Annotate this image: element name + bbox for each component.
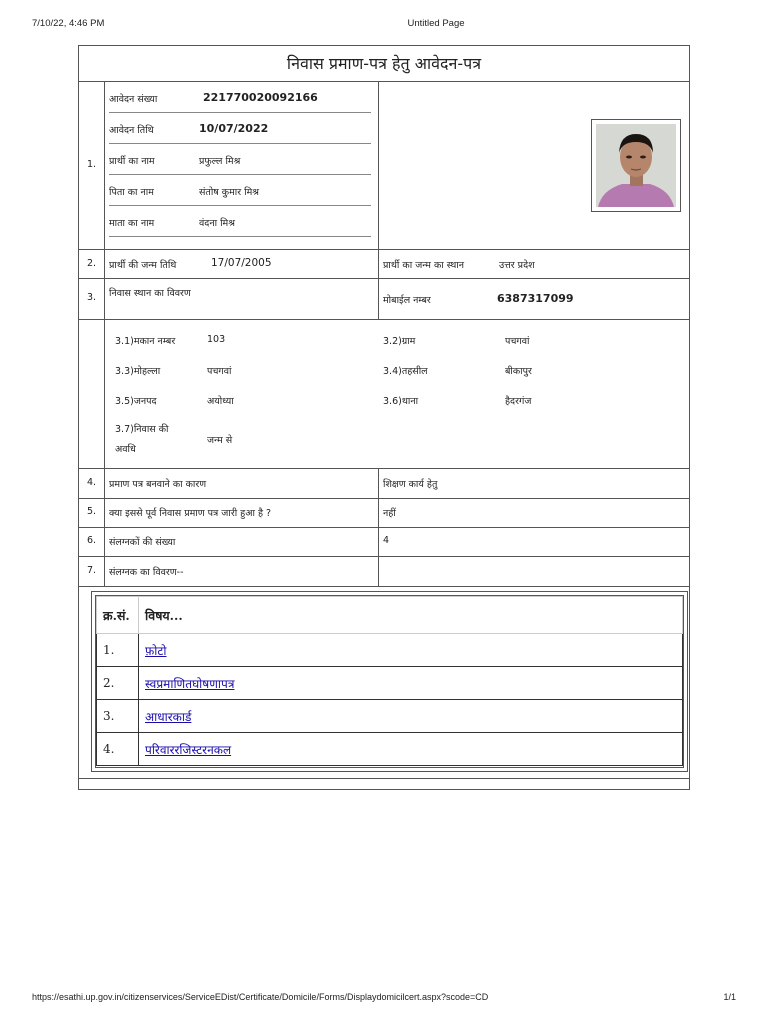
residence-duration-label-cont: अवधि bbox=[115, 444, 136, 455]
certificate-reason-value: शिक्षण कार्य हेतु bbox=[383, 479, 438, 490]
attachment-count-label: संलग्नकों की संख्या bbox=[109, 537, 176, 548]
residence-details-label: निवास स्थान का विवरण bbox=[109, 288, 191, 299]
attachment-link-photo[interactable]: फ़ोटो bbox=[145, 643, 167, 658]
tehsil-label: 3.4)तहसील bbox=[383, 366, 428, 377]
attachment-serial: 2. bbox=[97, 667, 139, 700]
column-header-serial: क्र.सं. bbox=[97, 597, 139, 634]
attachment-count-value: 4 bbox=[383, 535, 390, 546]
application-date: 10/07/2022 bbox=[199, 122, 269, 135]
police-station-value: हैदरगंज bbox=[505, 396, 532, 407]
divider bbox=[79, 278, 689, 279]
applicant-name: प्रफुल्ल मिश्र bbox=[199, 156, 241, 167]
attachment-link-family-register[interactable]: परिवाररजिस्टरनकल bbox=[145, 742, 232, 757]
district-label: 3.5)जनपद bbox=[115, 396, 157, 407]
divider bbox=[109, 174, 371, 175]
print-page-title: Untitled Page bbox=[407, 18, 465, 29]
divider bbox=[378, 468, 379, 586]
previous-certificate-label: क्या इससे पूर्व निवास प्रमाण पत्र जारी हुआ है ? bbox=[109, 508, 272, 519]
divider bbox=[104, 82, 105, 586]
mobile-label: मोबाईल नम्बर bbox=[383, 295, 431, 306]
attachment-serial: 3. bbox=[97, 700, 139, 733]
print-datetime: 7/10/22, 4:46 PM bbox=[32, 18, 105, 29]
mohalla-label: 3.3)मोहल्ला bbox=[115, 366, 161, 377]
application-date-label: आवेदन तिथि bbox=[109, 125, 154, 136]
applicant-name-label: प्रार्थी का नाम bbox=[109, 156, 155, 167]
divider bbox=[109, 205, 371, 206]
divider bbox=[79, 249, 689, 250]
mohalla-value: पचगवां bbox=[207, 366, 232, 377]
village-value: पचगवां bbox=[505, 336, 530, 347]
police-station-label: 3.6)थाना bbox=[383, 396, 419, 407]
row-number: 1. bbox=[87, 159, 97, 170]
table-header-row bbox=[97, 597, 683, 634]
application-number: 221770020092166 bbox=[203, 91, 318, 104]
applicant-photo-image bbox=[596, 124, 676, 207]
applicant-photo bbox=[596, 124, 676, 207]
dob-value: 17/07/2005 bbox=[211, 257, 272, 269]
divider bbox=[79, 556, 689, 557]
attachment-serial: 1. bbox=[97, 634, 139, 667]
father-name: संतोष कुमार मिश्र bbox=[199, 187, 260, 198]
district-value: अयोध्या bbox=[207, 396, 234, 407]
divider bbox=[79, 778, 689, 779]
mobile-value: 6387317099 bbox=[497, 292, 574, 305]
divider bbox=[378, 82, 379, 319]
mother-name-label: माता का नाम bbox=[109, 218, 155, 229]
table-row bbox=[97, 667, 683, 700]
father-name-label: पिता का नाम bbox=[109, 187, 154, 198]
form-title: निवास प्रमाण-पत्र हेतु आवेदन-पत्र bbox=[79, 46, 689, 82]
birthplace-label: प्रार्थी का जन्म का स्थान bbox=[383, 260, 465, 271]
attachment-link-aadhaar[interactable]: आधारकार्ड bbox=[145, 709, 192, 724]
attachments-panel-inner bbox=[95, 595, 684, 768]
row-number: 3. bbox=[87, 292, 97, 303]
attachment-cell bbox=[139, 667, 683, 700]
row-number: 2. bbox=[87, 258, 97, 269]
divider bbox=[79, 468, 689, 469]
attachment-details-label: संलग्नक का विवरण-- bbox=[109, 567, 184, 578]
table-row bbox=[97, 634, 683, 667]
attachment-cell bbox=[139, 634, 683, 667]
row-number: 5. bbox=[87, 506, 97, 517]
residence-duration-label: 3.7)निवास की bbox=[115, 424, 169, 435]
table-row bbox=[97, 700, 683, 733]
tehsil-value: बीकापुर bbox=[505, 366, 532, 377]
attachment-link-self-declaration[interactable]: स्वप्रमाणितघोषणापत्र bbox=[145, 676, 235, 691]
row-number: 6. bbox=[87, 535, 97, 546]
applicant-photo-frame bbox=[591, 119, 681, 212]
column-header-subject: विषय... bbox=[139, 597, 683, 634]
attachment-serial: 4. bbox=[97, 733, 139, 766]
attachments-panel bbox=[91, 591, 688, 772]
divider bbox=[109, 143, 371, 144]
divider bbox=[79, 527, 689, 528]
dob-label: प्रार्थी की जन्म तिथि bbox=[109, 260, 177, 271]
house-number-value: 103 bbox=[207, 334, 226, 345]
application-number-label: आवेदन संख्या bbox=[109, 94, 158, 105]
row-number: 4. bbox=[87, 477, 97, 488]
divider bbox=[79, 319, 689, 320]
house-number-label: 3.1)मकान नम्बर bbox=[115, 336, 176, 347]
table-row bbox=[97, 733, 683, 766]
residence-duration-value: जन्म से bbox=[207, 435, 233, 446]
row-number: 7. bbox=[87, 565, 97, 576]
divider bbox=[79, 498, 689, 499]
mother-name: वंदना मिश्र bbox=[199, 218, 235, 229]
application-form bbox=[78, 45, 690, 790]
previous-certificate-value: नहीं bbox=[383, 508, 396, 519]
divider bbox=[109, 112, 371, 113]
birthplace-value: उत्तर प्रदेश bbox=[499, 260, 535, 271]
attachment-cell bbox=[139, 733, 683, 766]
attachments-table bbox=[96, 596, 683, 766]
village-label: 3.2)ग्राम bbox=[383, 336, 416, 347]
certificate-reason-label: प्रमाण पत्र बनवाने का कारण bbox=[109, 479, 207, 490]
divider bbox=[79, 586, 689, 587]
print-page-count: 1/1 bbox=[723, 992, 736, 1002]
divider bbox=[109, 236, 371, 237]
attachment-cell bbox=[139, 700, 683, 733]
print-url: https://esathi.up.gov.in/citizenservices/ServiceEDist/Certificate/Domicile/Forms/Displaydomicilcert.aspx?scode=CD bbox=[32, 992, 489, 1002]
